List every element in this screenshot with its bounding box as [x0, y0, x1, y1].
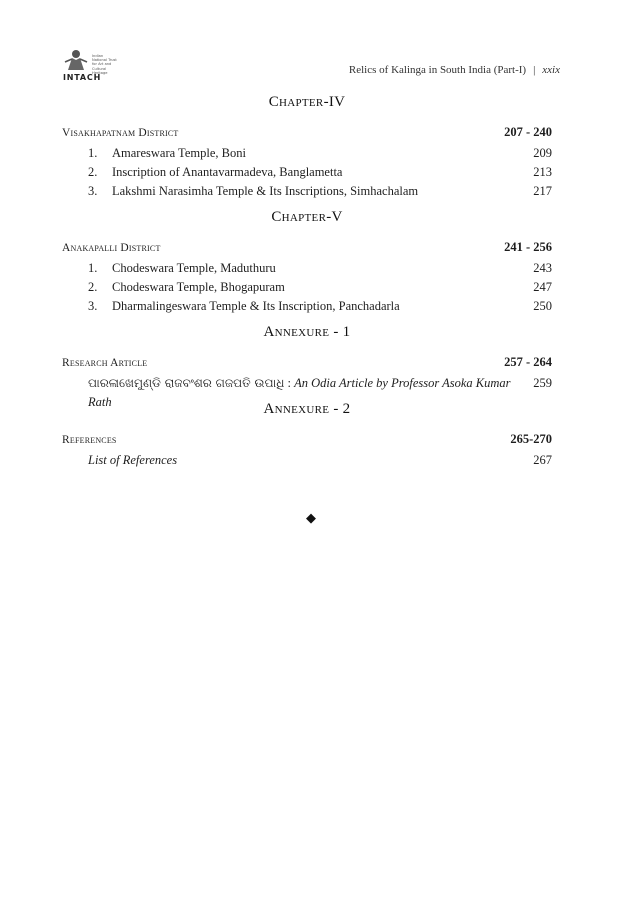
entry-page: 259 [533, 376, 552, 390]
diamond-ornament-icon: ◆ [306, 510, 316, 525]
chapter-heading: Chapter-V [271, 209, 343, 225]
entry-title: Amareswara Temple, Boni [112, 146, 246, 160]
toc-entry [62, 278, 552, 297]
page-range: 207 - 240 [504, 125, 552, 139]
english-title: An Odia Article by Professor Asoka Kumar Rath [88, 376, 511, 409]
running-title: Relics of Kalinga in South India (Part-I) [348, 64, 527, 76]
entry-number: 3. [88, 184, 98, 198]
section-row [62, 354, 552, 370]
running-header [349, 64, 560, 76]
entry-page: 247 [533, 280, 552, 294]
section-row [62, 431, 552, 447]
entry-title: Chodeswara Temple, Maduthuru [112, 261, 276, 275]
title-separator: : [284, 376, 295, 390]
entry-page: 213 [533, 165, 552, 179]
entry-number: 1. [88, 146, 98, 160]
toc-entry [62, 144, 552, 163]
toc-entry [62, 297, 552, 316]
entry-page: 217 [533, 184, 552, 198]
logo-tagline: Indian National Trust for Art and Cultural Heritage [92, 54, 117, 75]
entry-number: 1. [88, 261, 98, 275]
entry-page: 250 [533, 299, 552, 313]
entry-page: 209 [533, 146, 552, 160]
header-separator: | [533, 64, 536, 76]
entry-page: 243 [533, 261, 552, 275]
entry-title: Chodeswara Temple, Bhogapuram [112, 280, 285, 294]
page-range: 265-270 [510, 432, 552, 446]
page-range: 241 - 256 [504, 240, 552, 254]
toc-entry [62, 259, 552, 278]
odia-title: ପାରଳାଖେମୁଣ୍ଡି ରାଜବଂଶର ଗଜପତି ଉପାଧି [88, 376, 285, 390]
entry-title: Inscription of Anantavarmadeva, Banglametta [112, 165, 343, 179]
entry-title: List of References [88, 453, 178, 467]
entry-title: Dharmalingeswara Temple & Its Inscription, Panchadarla [112, 299, 400, 313]
section-title: Visakhapatnam District [62, 127, 179, 139]
table-of-contents [62, 92, 552, 470]
entry-number: 2. [88, 280, 98, 294]
section-row [62, 124, 552, 140]
toc-entry [62, 451, 552, 470]
entry-title: Lakshmi Narasimha Temple & Its Inscriptions, Simhachalam [112, 184, 419, 198]
section-row [62, 239, 552, 255]
logo-wordmark: INTACH [63, 73, 102, 82]
annexure-heading: Annexure - 2 [263, 401, 351, 417]
page-range: 257 - 264 [504, 355, 552, 369]
intach-logo [62, 48, 122, 82]
entry-page: 267 [533, 453, 552, 467]
entry-number: 3. [88, 299, 98, 313]
section-title: References [62, 434, 117, 446]
chapter-heading: Chapter-IV [268, 94, 346, 110]
section-title: Anakapalli District [62, 242, 161, 254]
section-title: Research Article [62, 357, 148, 369]
page-numeral: xxix [542, 64, 560, 76]
intach-emblem-icon [62, 48, 90, 72]
toc-entry [62, 163, 552, 182]
annexure-heading: Annexure - 1 [263, 324, 351, 340]
toc-entry [62, 182, 552, 201]
entry-number: 2. [88, 165, 98, 179]
